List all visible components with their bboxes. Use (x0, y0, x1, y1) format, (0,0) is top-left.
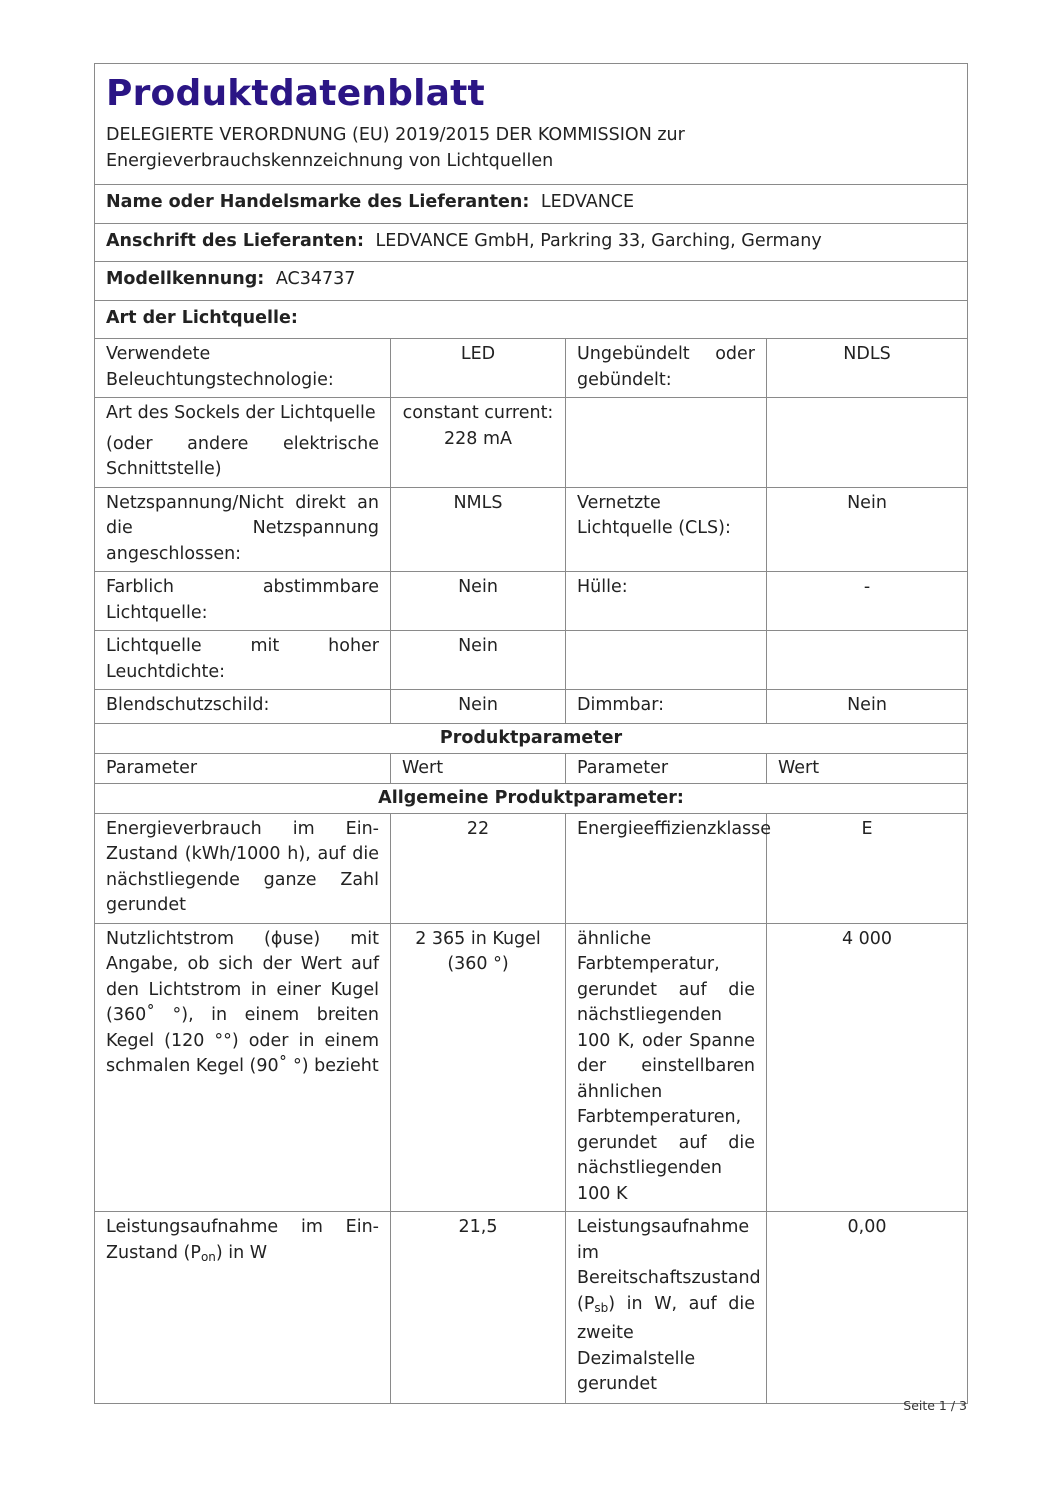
general-params-heading: Allgemeine Produktparameter: (95, 783, 968, 813)
value-cell: constant current: 228 mA (391, 398, 566, 488)
value-cell: Nein (767, 690, 968, 724)
address-value: LEDVANCE GmbH, Parkring 33, Garching, Germany (375, 230, 822, 251)
param-cell (95, 1212, 391, 1404)
param-cell: Nutzlichtstrom (ɸuse) mit Angabe, ob sich der Wert auf den Lichtstrom in einer Kugel (360˚ °), in einem breiten Kegel (120 °°) oder in einem schmalen Kegel (90˚ °) bezieht (95, 923, 391, 1212)
value-cell: 22 (391, 813, 566, 923)
column-header-parameter: Parameter (95, 753, 391, 783)
value-cell: 2 365 in Kugel (360 °) (391, 923, 566, 1212)
column-header-value: Wert (391, 753, 566, 783)
param-cell: Hülle: (566, 572, 767, 631)
value-cell: NDLS (767, 339, 968, 398)
value-cell: LED (391, 339, 566, 398)
address-row (95, 223, 968, 262)
table-row (95, 398, 968, 488)
value-cell: Nein (391, 572, 566, 631)
model-row (95, 262, 968, 301)
product-params-heading: Produktparameter (95, 723, 968, 753)
param-cell: Energieverbrauch im Ein-Zustand (kWh/1000 h), auf die nächstliegende ganze Zahl gerundet (95, 813, 391, 923)
standby-label-post: ) in W, auf die zweite Dezimalstelle gerundet (577, 1293, 755, 1394)
param-cell: ähnliche Farbtemperatur, gerundet auf die nächstliegenden 100 K, oder Spanne der einstellbaren ähnlichen Farbtemperaturen, gerundet auf die nächstliegenden 100 K (566, 923, 767, 1212)
title-row (95, 64, 968, 185)
param-cell: Ungebündelt oder gebündelt: (566, 339, 767, 398)
value-cell: NMLS (391, 487, 566, 572)
param-cell: Netzspannung/Nicht direkt an die Netzspannung angeschlossen: (95, 487, 391, 572)
table-row (95, 1212, 968, 1404)
value-cell (767, 631, 968, 690)
value-cell: Nein (391, 631, 566, 690)
table-row (95, 690, 968, 724)
value-cell: 21,5 (391, 1212, 566, 1404)
page-title: Produktdatenblatt (106, 73, 485, 114)
standby-subscript: sb (594, 1300, 609, 1315)
model-value: AC34737 (275, 269, 356, 289)
page-number: Seite 1 / 3 (903, 1398, 967, 1413)
section-heading-row (95, 723, 968, 753)
param-cell: Dimmbar: (566, 690, 767, 724)
supplier-label: Name oder Handelsmarke des Lieferanten: (106, 192, 530, 212)
table-row (95, 572, 968, 631)
table-row (95, 923, 968, 1212)
supplier-row (95, 185, 968, 224)
value-cell: E (767, 813, 968, 923)
value-cell: 0,00 (767, 1212, 968, 1404)
param-cell: Verwendete Beleuchtungstechnologie: (95, 339, 391, 398)
table-row (95, 339, 968, 398)
param-cell: Vernetzte Lichtquelle (CLS): (566, 487, 767, 572)
model-label: Modellkennung: (106, 269, 265, 289)
param-cell: Energieeffizienzklasse (566, 813, 767, 923)
power-on-label-post: ) in W (215, 1242, 268, 1263)
light-source-heading-row (95, 300, 968, 339)
value-cell: - (767, 572, 968, 631)
value-cell (767, 398, 968, 488)
light-source-type-heading: Art der Lichtquelle: (95, 300, 968, 339)
param-text: Art des Sockels der Lichtquelle (106, 403, 376, 423)
value-cell: Nein (767, 487, 968, 572)
address-label: Anschrift des Lieferanten: (106, 230, 364, 251)
product-data-sheet-table (94, 63, 968, 1404)
value-cell: 4 000 (767, 923, 968, 1212)
regulation-line-1: DELEGIERTE VERORDNUNG (EU) 2019/2015 DER KOMMISSION zur (106, 125, 685, 145)
table-row (95, 487, 968, 572)
column-header-parameter-2: Parameter (566, 753, 767, 783)
param-cell: Lichtquelle mit hoher Leuchtdichte: (95, 631, 391, 690)
standby-label-pre: Leistungsaufnahme im Bereitschaftszustand (P (577, 1217, 761, 1314)
power-on-label-pre: Leistungsaufnahme im Ein-Zustand (P (106, 1217, 379, 1263)
supplier-value: LEDVANCE (540, 192, 635, 212)
power-on-subscript: on (200, 1249, 216, 1264)
column-header-row (95, 753, 968, 783)
table-row (95, 631, 968, 690)
value-cell: Nein (391, 690, 566, 724)
param-cell (566, 398, 767, 488)
param-cell: Farblich abstimmbare Lichtquelle: (95, 572, 391, 631)
section-heading-row (95, 783, 968, 813)
param-cell (566, 631, 767, 690)
param-cell: Blendschutzschild: (95, 690, 391, 724)
column-header-value-2: Wert (767, 753, 968, 783)
table-row (95, 813, 968, 923)
regulation-line-2: Energieverbrauchskennzeichnung von Lichtquellen (106, 150, 554, 171)
param-text-cont: (oder andere elektrische Schnittstelle) (106, 433, 379, 479)
param-cell (566, 1212, 767, 1404)
